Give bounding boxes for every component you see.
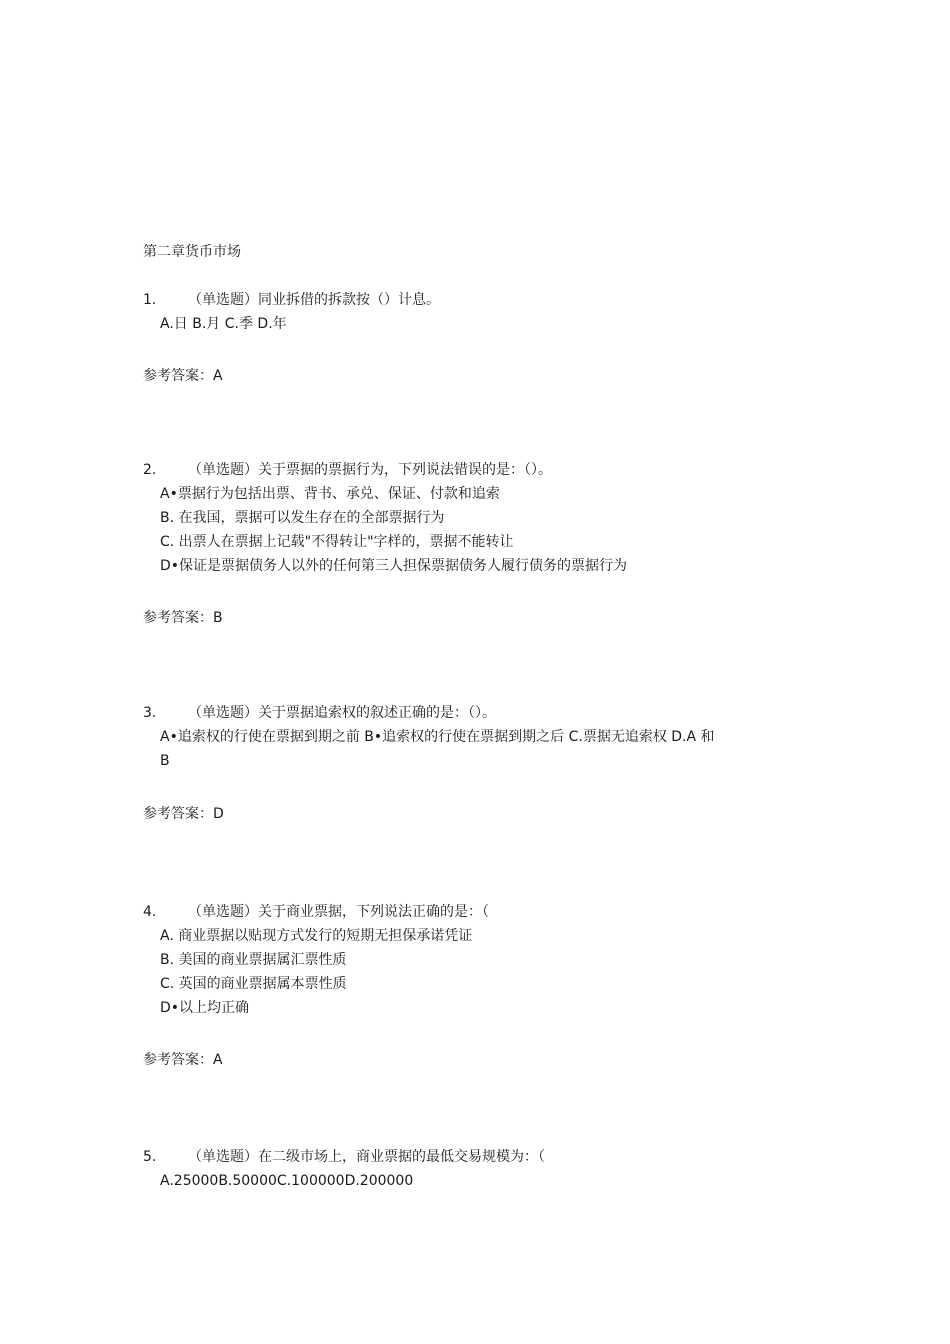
answer-1 (143, 365, 223, 385)
question-text: （单选题）在二级市场上，商业票据的最低交易规模为：（ (188, 1149, 545, 1165)
chapter-title: 第二章货币市场 (143, 244, 241, 260)
question-number: 1. (143, 292, 157, 308)
answer-label: 参考答案： (143, 610, 213, 626)
answer-label: 参考答案： (143, 368, 213, 384)
option-line: B. 美国的商业票据属汇票性质 (160, 952, 347, 968)
question-number: 3. (143, 705, 157, 721)
question-text: （单选题）同业拆借的拆款按（）计息。 (188, 292, 440, 308)
option-line: D•以上均正确 (160, 1000, 250, 1016)
question-stem (143, 701, 720, 725)
question-5 (143, 1145, 545, 1193)
answer-value: D (213, 806, 224, 822)
answer-value: B (213, 610, 223, 626)
question-4 (143, 900, 489, 1020)
answer-3 (143, 803, 224, 823)
question-text: （单选题）关于票据追索权的叙述正确的是：（）。 (188, 705, 496, 721)
option-line: B. 在我国，票据可以发生存在的全部票据行为 (160, 510, 445, 526)
question-options (160, 312, 440, 336)
answer-4 (143, 1049, 223, 1069)
option-line: A. 商业票据以贴现方式发行的短期无担保承诺凭证 (160, 928, 473, 944)
option-line: A•票据行为包括出票、背书、承兑、保证、付款和追索 (160, 486, 500, 502)
option-line: A.日 B.月 C.季 D.年 (160, 316, 287, 332)
answer-label: 参考答案： (143, 1052, 213, 1068)
answer-label: 参考答案： (143, 806, 213, 822)
answer-value: A (213, 368, 223, 384)
question-stem (143, 458, 627, 482)
question-stem (143, 1145, 545, 1169)
question-1 (143, 288, 440, 336)
option-line: C. 出票人在票据上记载"不得转让"字样的，票据不能转让 (160, 534, 514, 550)
question-2 (143, 458, 627, 578)
option-line: C. 英国的商业票据属本票性质 (160, 976, 347, 992)
question-number: 5. (143, 1149, 157, 1165)
question-options (160, 725, 720, 773)
answer-2 (143, 607, 223, 627)
question-options (160, 924, 489, 1020)
option-line: A.25000B.50000C.100000D.200000 (160, 1173, 414, 1189)
question-stem (143, 288, 440, 312)
question-text: （单选题）关于票据的票据行为，下列说法错误的是：（）。 (188, 462, 552, 478)
question-3 (143, 701, 720, 773)
question-number: 2. (143, 462, 157, 478)
question-options (160, 482, 627, 578)
option-line: A•追索权的行使在票据到期之前 B•追索权的行使在票据到期之后 C.票据无追索权 D.A 和 B (160, 729, 715, 769)
question-text: （单选题）关于商业票据，下列说法正确的是：（ (188, 904, 489, 920)
answer-value: A (213, 1052, 223, 1068)
question-stem (143, 900, 489, 924)
question-number: 4. (143, 904, 157, 920)
question-options (160, 1169, 545, 1193)
option-line: D•保证是票据债务人以外的任何第三人担保票据债务人履行债务的票据行为 (160, 558, 628, 574)
